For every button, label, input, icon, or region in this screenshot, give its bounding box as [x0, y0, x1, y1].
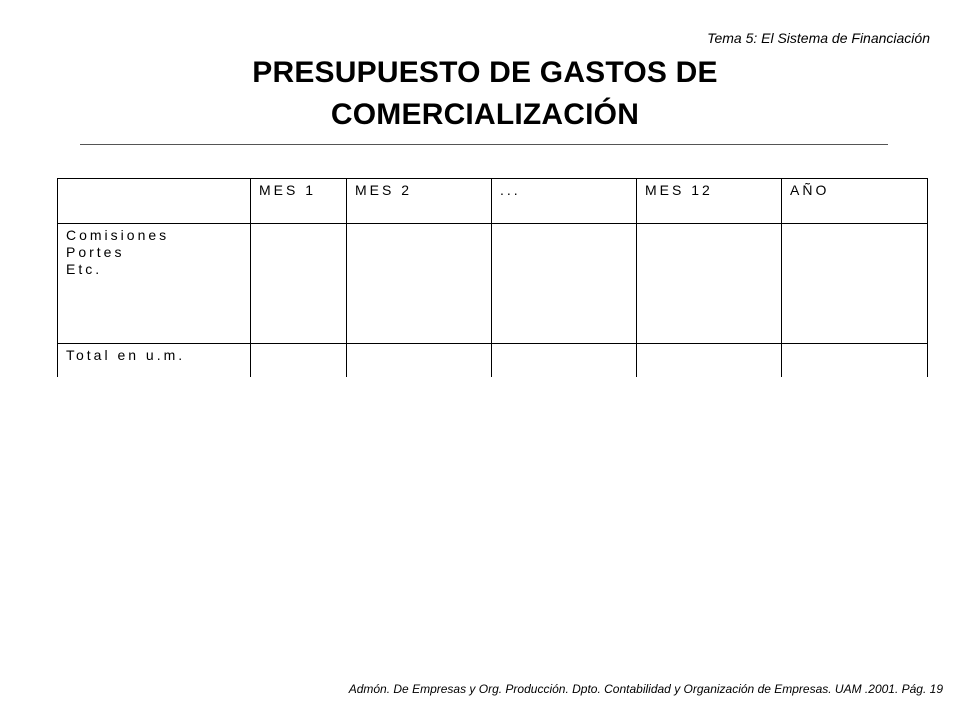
- budget-table: [57, 178, 928, 377]
- table-cell: [347, 344, 492, 378]
- table-cell: [637, 224, 782, 344]
- header-cell-ellipsis: ...: [492, 179, 637, 224]
- table-cell: [782, 224, 928, 344]
- table-header-row: [58, 179, 928, 224]
- header-cell-mes-2: MES 2: [347, 179, 492, 224]
- row-label-comisiones: Comisiones: [66, 227, 170, 243]
- table-cell: [251, 344, 347, 378]
- row-label-portes: Portes: [66, 244, 125, 260]
- row-label-expenses: [58, 224, 251, 344]
- row-label-etc: Etc.: [66, 261, 103, 277]
- header-cell-mes-12: MES 12: [637, 179, 782, 224]
- page-footer: Admón. De Empresas y Org. Producción. Dpto. Contabilidad y Organización de Empresas. UAM .2001. Pág. 19: [348, 682, 943, 696]
- table-cell: [347, 224, 492, 344]
- header-cell-blank: [58, 179, 251, 224]
- page-title: [135, 52, 835, 136]
- table-row-expenses: [58, 224, 928, 344]
- header-cell-mes-1: MES 1: [251, 179, 347, 224]
- table-cell: [492, 344, 637, 378]
- table-cell: [492, 224, 637, 344]
- page-title-line-1: PRESUPUESTO DE GASTOS DE: [252, 56, 718, 89]
- table-cell: [637, 344, 782, 378]
- table-row-total: [58, 344, 928, 378]
- title-divider: [80, 144, 888, 145]
- table-cell: [782, 344, 928, 378]
- table-cell: [251, 224, 347, 344]
- page-title-line-2: COMERCIALIZACIÓN: [330, 98, 640, 131]
- header-cell-ano: AÑO: [782, 179, 928, 224]
- row-label-total: Total en u.m.: [58, 344, 251, 378]
- document-topic: Tema 5: El Sistema de Financiación: [707, 30, 930, 46]
